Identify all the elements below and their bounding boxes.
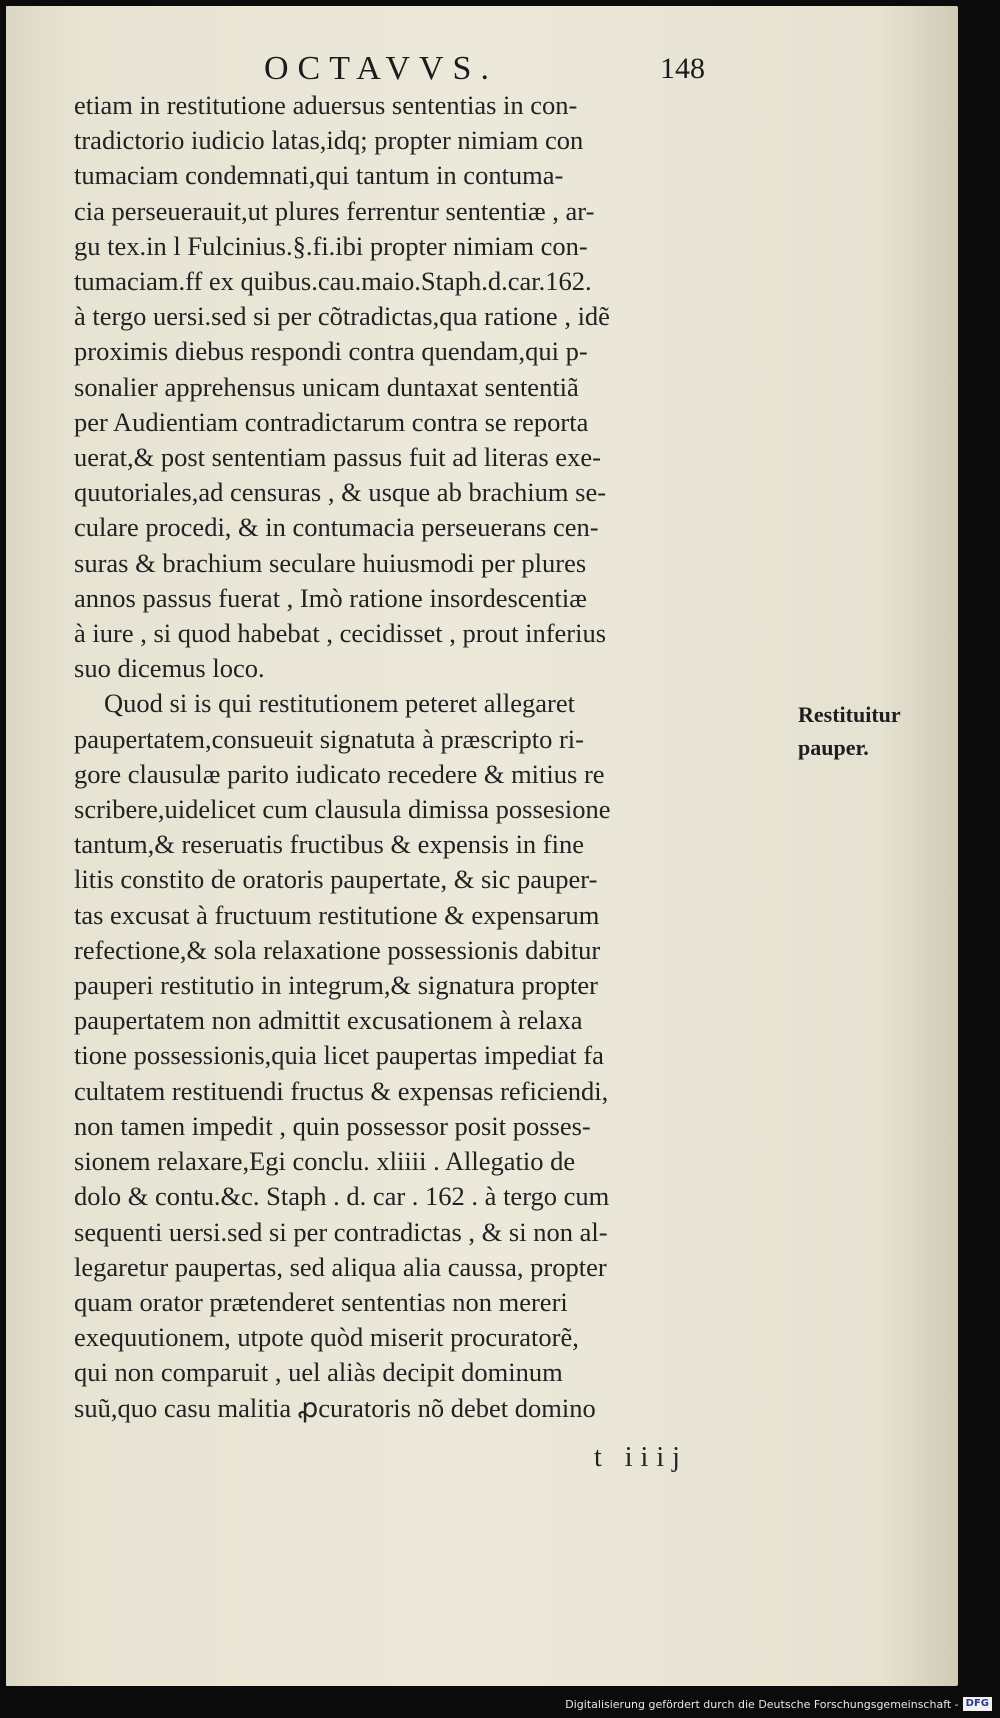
text-line: suo dicemus loco. bbox=[74, 653, 265, 684]
text-line: refectione,& sola relaxatione possessionis dabitur bbox=[74, 934, 601, 965]
text-line: proximis diebus respondi contra quendam,qui p- bbox=[74, 336, 588, 367]
margin-note bbox=[798, 698, 948, 764]
text-line: uerat,& post sententiam passus fuit ad literas exe- bbox=[74, 442, 601, 473]
text-line: cultatem restituendi fructus & expensas reficiendi, bbox=[74, 1075, 609, 1106]
text-line: pauperi restitutio in integrum,& signatura propter bbox=[74, 970, 598, 1001]
text-line: etiam in restitutione aduersus sententias in con- bbox=[74, 90, 578, 120]
text-line: cia perseuerauit,ut plures ferrentur sententiæ , ar- bbox=[74, 195, 595, 226]
text-line: gore clausulæ parito iudicato recedere & mitius re bbox=[74, 758, 605, 789]
text-line: à tergo uersi.sed si per cõtradictas,qua ratione , idẽ bbox=[74, 301, 610, 332]
text-line: tumaciam condemnati,qui tantum in contuma- bbox=[74, 160, 564, 191]
text-line: suũ,quo casu malitia ꝓcuratoris nõ debet domino bbox=[74, 1392, 596, 1423]
text-line: sionem relaxare,Egi conclu. xliiii . Allegatio de bbox=[74, 1146, 576, 1177]
text-line: gu tex.in l Fulcinius.§.fi.ibi propter nimiam con- bbox=[74, 230, 588, 261]
text-line: tumaciam.ff ex quibus.cau.maio.Staph.d.car.162. bbox=[74, 266, 592, 297]
running-title: OCTAVVS. bbox=[264, 50, 498, 87]
text-line: tradictorio iudicio latas,idq; propter nimiam con bbox=[74, 125, 584, 156]
text-line: litis constito de oratoris paupertate, & sic pauper- bbox=[74, 864, 598, 895]
text-line: sequenti uersi.sed si per contradictas , & si non al- bbox=[74, 1216, 608, 1247]
text-line: qui non comparuit , uel aliàs decipit dominum bbox=[74, 1357, 563, 1388]
dfg-logo: DFG bbox=[963, 1697, 992, 1711]
signature-mark: t iiij bbox=[594, 1442, 688, 1473]
text-line: à iure , si quod habebat , cecidisset , prout inferius bbox=[74, 618, 607, 649]
text-line: tione possessionis,quia licet paupertas impediat fa bbox=[74, 1040, 604, 1071]
margin-note-line: pauper. bbox=[798, 735, 869, 760]
text-line: tas excusat à fructuum restitutione & expensarum bbox=[74, 899, 600, 930]
margin-note-line: Restituitur bbox=[798, 702, 901, 727]
text-line: exequutionem, utpote quòd miserit procuratorẽ, bbox=[74, 1322, 579, 1353]
text-line: non tamen impedit , quin possessor posit posses- bbox=[74, 1110, 591, 1141]
text-line: scribere,uidelicet cum clausula dimissa possesione bbox=[74, 794, 611, 825]
text-line: tantum,& reseruatis fructibus & expensis in fine bbox=[74, 829, 585, 860]
text-line: paupertatem,consueuit signatuta à præscripto ri- bbox=[74, 723, 584, 754]
text-line: per Audientiam contradictarum contra se reporta bbox=[74, 406, 589, 437]
text-line: quam orator prætenderet sententias non mereri bbox=[74, 1286, 568, 1317]
text-line: sonalier apprehensus unicam duntaxat sententiã bbox=[74, 371, 579, 402]
text-line: annos passus fuerat , Imò ratione insordescentiæ bbox=[74, 582, 587, 613]
digitization-footer bbox=[565, 1696, 992, 1712]
footer-text: Digitalisierung gefördert durch die Deutsche Forschungsgemeinschaft - bbox=[565, 1697, 959, 1711]
text-line: paupertatem non admittit excusationem à relaxa bbox=[74, 1005, 583, 1036]
body-text bbox=[74, 88, 786, 1426]
book-page bbox=[6, 6, 958, 1686]
text-line: Quod si is qui restitutionem peteret allegaret bbox=[104, 688, 575, 719]
text-line: culare procedi, & in contumacia perseuerans cen- bbox=[74, 512, 599, 543]
text-line: quutoriales,ad censuras , & usque ab brachium se- bbox=[74, 477, 607, 508]
page-number: 148 bbox=[660, 52, 705, 85]
text-line: suras & brachium seculare huiusmodi per plures bbox=[74, 547, 587, 578]
text-line: dolo & contu.&c. Staph . d. car . 162 . à tergo cum bbox=[74, 1181, 610, 1212]
text-line: legaretur paupertas, sed aliqua alia caussa, propter bbox=[74, 1251, 607, 1282]
